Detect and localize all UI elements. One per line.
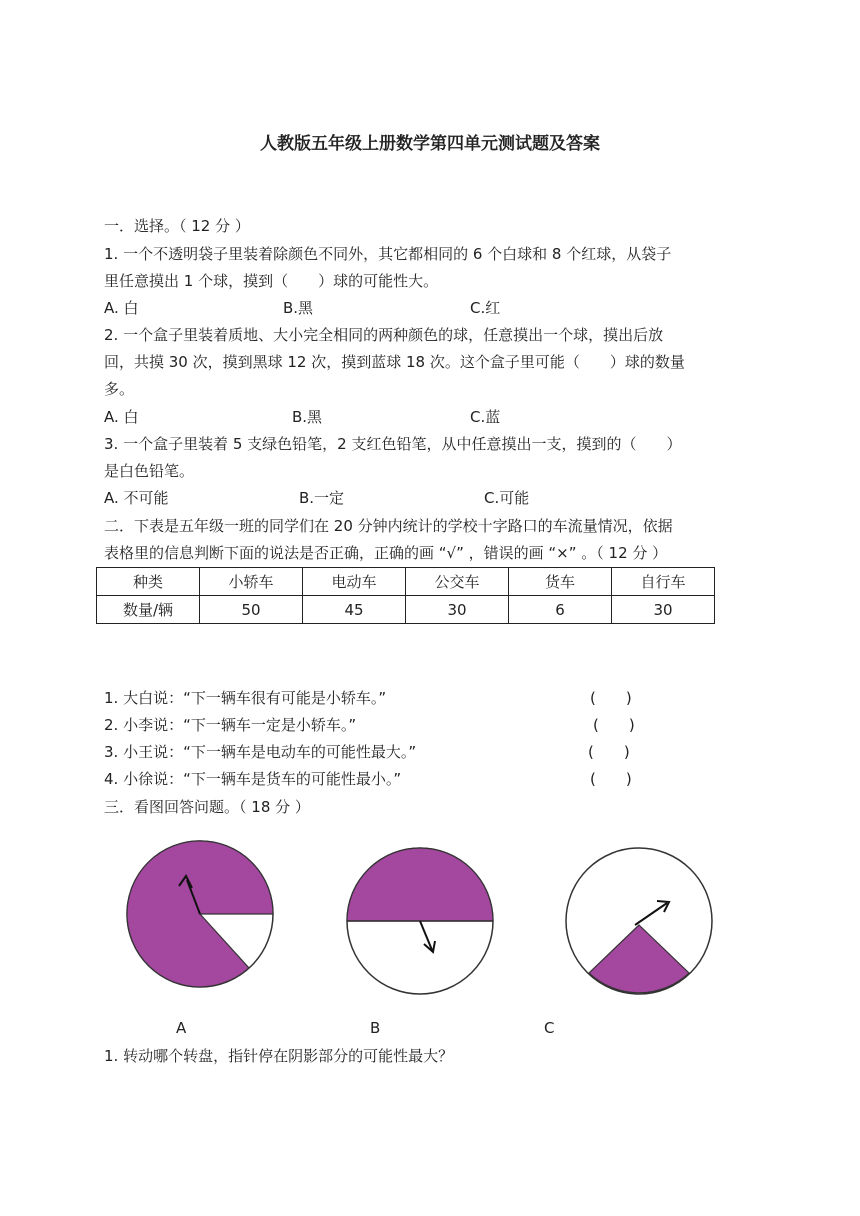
q3-option-a: A. 不可能 [104, 489, 169, 507]
section1-heading: 一．选择。（ 12 分 ） [104, 217, 250, 235]
spinner-a-label: A [176, 1019, 187, 1037]
table-cell: 数量/辆 [97, 596, 200, 624]
table-cell: 30 [612, 596, 715, 624]
section3-heading: 三．看图回答问题。（ 18 分 ） [104, 798, 310, 816]
q2-option-a: A. 白 [104, 408, 139, 426]
table-header-cell: 电动车 [303, 568, 406, 596]
section3-question1: 1. 转动哪个转盘，指针停在阴影部分的可能性最大？ [104, 1047, 454, 1065]
q3-option-b: B.一定 [299, 489, 345, 507]
q1-option-b: B.黑 [283, 299, 314, 317]
statement-2: 2. 小李说：“下一辆车一定是小轿车。” [104, 716, 357, 734]
q3-option-c: C.可能 [484, 489, 530, 507]
statement-3-blank: ( ) [588, 743, 630, 761]
q2-line3: 多。 [104, 380, 135, 398]
section2-line1: 二．下表是五年级一班的同学们在 20 分钟内统计的学校十字路口的车流量情况，依据 [104, 517, 673, 535]
page-title: 人教版五年级上册数学第四单元测试题及答案 [260, 134, 600, 154]
table-cell: 30 [406, 596, 509, 624]
table-cell: 50 [200, 596, 303, 624]
table-cell: 45 [303, 596, 406, 624]
table-header-cell: 自行车 [612, 568, 715, 596]
table-header-cell: 种类 [97, 568, 200, 596]
q1-line2: 里任意摸出 1 个球，摸到（ ）球的可能性大。 [104, 272, 439, 290]
statement-4-blank: ( ) [590, 770, 632, 788]
spinner-b-shaded-half [347, 848, 493, 921]
statement-1-blank: ( ) [590, 689, 632, 707]
q1-line1: 1. 一个不透明袋子里装着除颜色不同外，其它都相同的 6 个白球和 8 个红球，从袋子 [104, 245, 672, 263]
statement-1: 1. 大白说：“下一辆车很有可能是小轿车。” [104, 689, 387, 707]
q2-line1: 2. 一个盒子里装着质地、大小完全相同的两种颜色的球，任意摸出一个球，摸出后放 [104, 326, 664, 344]
table-header-cell: 小轿车 [200, 568, 303, 596]
spinner-b-label: B [370, 1019, 381, 1037]
q2-option-c: C.蓝 [470, 408, 501, 426]
spinner-c [563, 845, 715, 997]
section2-line2: 表格里的信息判断下面的说法是否正确，正确的画 “√” ，错误的画 “×” 。（ 12 分 ） [104, 544, 668, 562]
statement-3: 3. 小王说：“下一辆车是电动车的可能性最大。” [104, 743, 417, 761]
spinner-c-label: C [544, 1019, 555, 1037]
traffic-table [96, 567, 715, 624]
spinner-a [124, 838, 276, 990]
table-row [97, 596, 715, 624]
statement-4: 4. 小徐说：“下一辆车是货车的可能性最小。” [104, 770, 402, 788]
q2-line2: 回，共摸 30 次，摸到黑球 12 次，摸到蓝球 18 次。这个盒子里可能（ ）球的数量 [104, 353, 685, 371]
table-header-row [97, 568, 715, 596]
statement-2-blank: ( ) [593, 716, 635, 734]
table-header-cell: 公交车 [406, 568, 509, 596]
table-header-cell: 货车 [509, 568, 612, 596]
table-cell: 6 [509, 596, 612, 624]
q2-option-b: B.黑 [292, 408, 323, 426]
q3-line2: 是白色铅笔。 [104, 462, 195, 480]
spinner-b [344, 845, 496, 997]
q1-option-a: A. 白 [104, 299, 139, 317]
q3-line1: 3. 一个盒子里装着 5 支绿色铅笔，2 支红色铅笔，从中任意摸出一支，摸到的（ ） [104, 435, 682, 453]
q1-option-c: C.红 [470, 299, 501, 317]
